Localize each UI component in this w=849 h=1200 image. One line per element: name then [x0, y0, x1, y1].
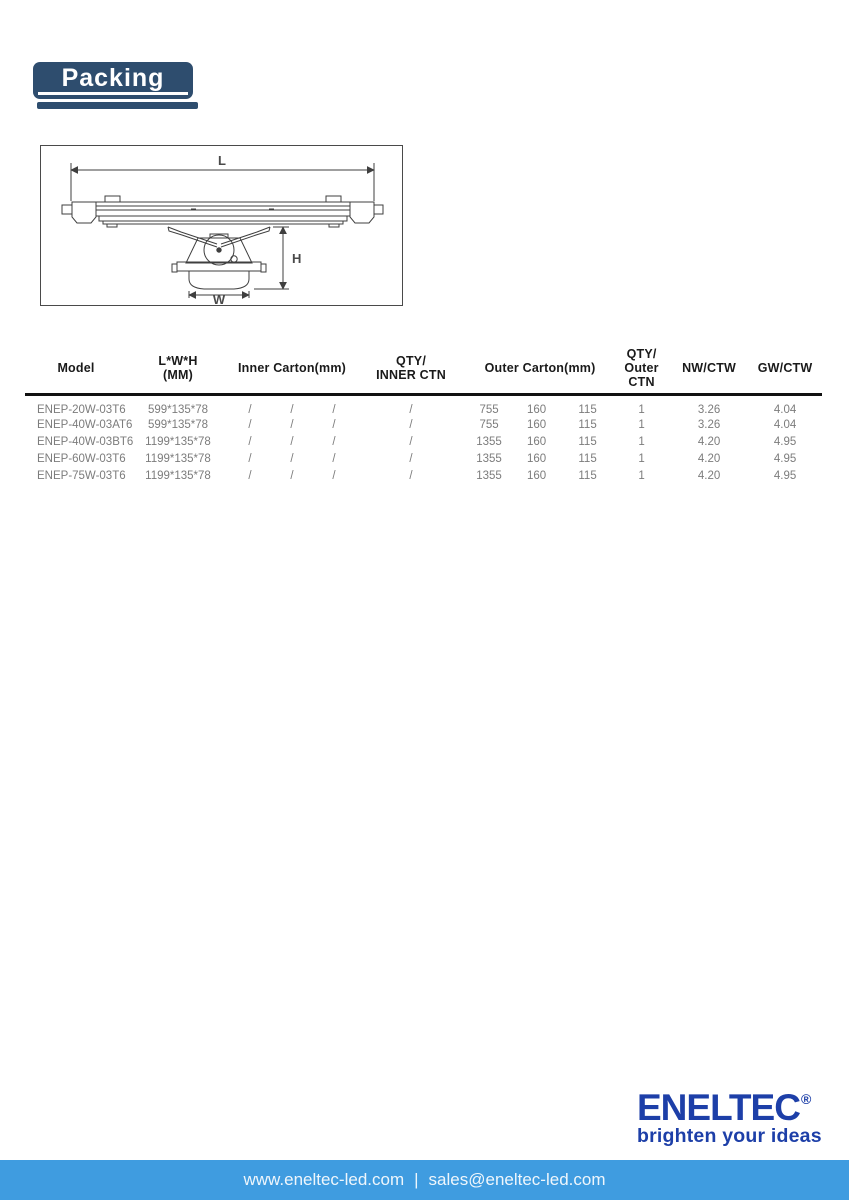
cell-qty-outer: 1	[638, 469, 645, 482]
cell-gw: 4.95	[773, 452, 797, 465]
cell-gw: 4.95	[773, 469, 797, 482]
cell-outer-h: 115	[578, 435, 597, 448]
badge-underline	[38, 92, 188, 95]
cell-outer-h: 115	[578, 469, 597, 482]
cell-inner-h: /	[332, 435, 336, 448]
cell-gw: 4.95	[773, 435, 797, 448]
cell-qty-outer: 1	[638, 404, 645, 416]
cell-model: ENEP-40W-03AT6	[37, 418, 133, 431]
cell-nw: 4.20	[697, 435, 721, 448]
height-label: H	[292, 251, 302, 266]
cell-outer-w: 160	[526, 418, 547, 431]
cell-gw: 4.04	[773, 418, 797, 431]
cell-gw: 4.04	[773, 404, 797, 416]
cell-nw: 4.20	[697, 469, 721, 482]
cell-outer-l: 1355	[476, 435, 502, 448]
header-qty-inner: QTY/ INNER CTN	[355, 347, 467, 395]
cell-outer-h: 115	[578, 418, 597, 431]
cell-inner-h: /	[332, 452, 336, 465]
cell-inner-w: /	[290, 469, 294, 482]
website-link[interactable]: www.eneltec-led.com	[243, 1170, 405, 1189]
cell-inner-l: /	[248, 452, 252, 465]
header-nw-ctw: NW/CTW	[670, 347, 748, 395]
cell-model: ENEP-20W-03T6	[37, 404, 126, 416]
cell-qty-outer: 1	[638, 435, 645, 448]
cell-qty-outer: 1	[638, 452, 645, 465]
cell-inner-w: /	[290, 452, 294, 465]
cell-inner-w: /	[290, 404, 294, 416]
cell-lwh: 1199*135*78	[145, 435, 211, 448]
badge-shadow-bar	[37, 102, 198, 109]
cell-outer-w: 160	[526, 469, 547, 482]
packing-table	[25, 347, 822, 484]
cell-inner-l: /	[248, 469, 252, 482]
cell-outer-h: 115	[578, 452, 597, 465]
packing-table-section	[25, 347, 822, 484]
cell-outer-h: 115	[578, 404, 597, 416]
header-lwh: L*W*H (MM)	[127, 347, 229, 395]
cell-outer-l: 1355	[476, 452, 502, 465]
cell-nw: 3.26	[697, 418, 721, 431]
table-header-row	[25, 347, 822, 395]
header-model: Model	[25, 347, 127, 395]
cell-inner-l: /	[248, 404, 252, 416]
cell-inner-h: /	[332, 469, 336, 482]
cell-qty-inner: /	[409, 452, 413, 465]
cell-outer-w: 160	[526, 404, 547, 416]
width-label: W	[212, 292, 226, 305]
cell-nw: 3.26	[697, 404, 721, 416]
cell-lwh: 1199*135*78	[145, 452, 211, 465]
header-gw-ctw: GW/CTW	[748, 347, 822, 395]
table-row	[25, 467, 822, 484]
cell-lwh: 599*135*78	[147, 418, 209, 431]
table-row	[25, 395, 822, 417]
cell-outer-l: 1355	[476, 469, 502, 482]
cell-inner-h: /	[332, 404, 336, 416]
cell-inner-w: /	[290, 418, 294, 431]
cell-qty-inner: /	[409, 418, 413, 431]
cell-inner-l: /	[248, 418, 252, 431]
footer-contact-bar	[0, 1160, 849, 1200]
cell-outer-w: 160	[526, 452, 547, 465]
height-dimension	[254, 227, 289, 289]
length-label: L	[218, 153, 226, 168]
cell-qty-inner: /	[409, 469, 413, 482]
fixture-side-view	[62, 196, 383, 227]
brand-wordmark: ENELTEC	[637, 1087, 800, 1128]
cell-qty-inner: /	[409, 435, 413, 448]
header-inner-carton: Inner Carton(mm)	[229, 347, 355, 395]
cell-model: ENEP-40W-03BT6	[37, 435, 134, 448]
cell-inner-w: /	[290, 435, 294, 448]
fixture-cross-section	[168, 227, 270, 289]
cell-inner-l: /	[248, 435, 252, 448]
fixture-dimension-drawing	[40, 145, 403, 306]
cell-model: ENEP-60W-03T6	[37, 452, 126, 465]
section-title: Packing	[61, 63, 165, 92]
fixture-drawing-svg	[41, 146, 402, 305]
brand-tagline: brighten your ideas	[637, 1125, 822, 1147]
eneltec-logo	[637, 1087, 822, 1148]
email-link[interactable]: sales@eneltec-led.com	[428, 1170, 606, 1189]
footer-separator: |	[414, 1170, 419, 1189]
table-row	[25, 450, 822, 467]
cell-model: ENEP-75W-03T6	[37, 469, 126, 482]
cell-qty-outer: 1	[638, 418, 645, 431]
cell-inner-h: /	[332, 418, 336, 431]
registered-trademark-icon: ®	[800, 1091, 812, 1107]
cell-outer-w: 160	[526, 435, 547, 448]
cell-outer-l: 755	[479, 418, 499, 431]
cell-nw: 4.20	[697, 452, 721, 465]
cell-lwh: 599*135*78	[147, 404, 209, 416]
header-qty-outer: QTY/ Outer CTN	[613, 347, 670, 395]
cell-qty-inner: /	[409, 404, 413, 416]
cell-outer-l: 755	[479, 404, 499, 416]
table-row	[25, 433, 822, 450]
table-row	[25, 416, 822, 433]
section-badge-packing	[33, 62, 193, 99]
cell-lwh: 1199*135*78	[145, 469, 211, 482]
length-dimension	[71, 163, 374, 201]
header-outer-carton: Outer Carton(mm)	[467, 347, 613, 395]
